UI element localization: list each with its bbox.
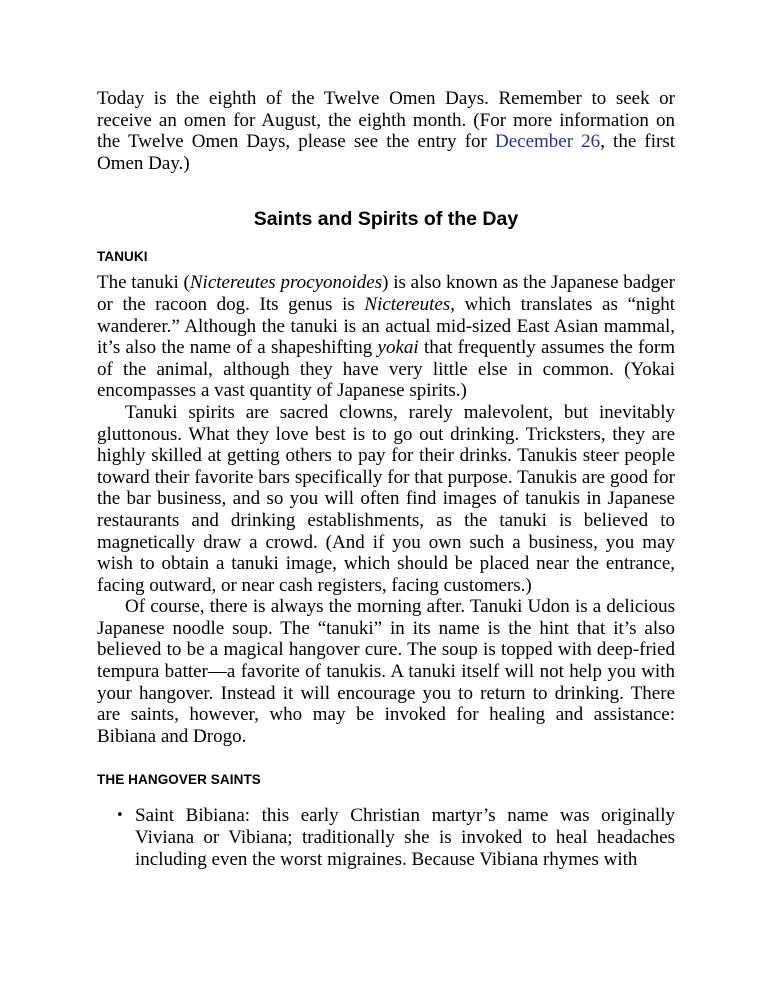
yokai-italic: yokai (377, 337, 419, 359)
genus-name-italic: Nictereutes (364, 293, 451, 315)
tanuki-p1-text-d: that frequently assumes the form of the animal, although they have very little else in common. (Yokai encompasses a vast quantity of Japanese spirits.) (97, 337, 675, 402)
list-item-text: Saint Bibiana: this early Christian martyr’s name was originally Viviana or Vibiana; traditionally she is invoked to heal headaches including even the worst migraines. Because Vibiana rhymes with (135, 805, 675, 870)
hangover-saints-list (97, 805, 675, 870)
tanuki-p1-text-c: , which translates as “night wanderer.” Although the tanuki is an actual mid-sized East Asian mammal, it’s also the name of a shapeshifting (97, 293, 675, 359)
bullet-icon: • (116, 808, 124, 824)
tanuki-paragraph-1 (97, 272, 675, 402)
december-26-link[interactable]: December 26 (495, 131, 601, 153)
species-name-italic: Nictereutes procyonoides (189, 272, 383, 294)
intro-text-after-link: , the first Omen Day.) (97, 131, 676, 174)
hangover-saints-heading: THE HANGOVER SAINTS (97, 772, 261, 788)
tanuki-paragraph-3: Of course, there is always the morning after. Tanuki Udon is a delicious Japanese noodle soup. The “tanuki” in its name is the hint that it’s also believed to be a magical hangover cure. The soup is topped with deep-fried tempura batter—a favorite of tanukis. A tanuki itself will not help you with your hangover. Instead it will encourage you to return to drinking. There are saints, however, who may be invoked for healing and assistance: Bibiana and Drogo. (97, 596, 675, 747)
section-title: Saints and Spirits of the Day (253, 208, 519, 231)
tanuki-p1-text-b: ) is also known as the Japanese badger or the racoon dog. Its genus is (97, 272, 675, 315)
intro-text-before-link: Today is the eighth of the Twelve Omen Days. Remember to seek or receive an omen for August, the eighth month. (For more information on the Twelve Omen Days, please see the entry for (97, 88, 675, 153)
tanuki-paragraph-2: Tanuki spirits are sacred clowns, rarely malevolent, but inevitably gluttonous. What they love best is to go out drinking. Tricksters, they are highly skilled at getting others to pay for their drinks. Tanukis steer people toward their favorite bars specifically for that purpose. Tanukis are good for the bar business, and so you will often find images of tanukis in Japanese restaurants and drinking establishments, as the tanuki is believed to magnetically draw a crowd. (And if you own such a business, you may wish to obtain a tanuki image, which should be placed near the entrance, facing outward, or near cash registers, facing customers.) (97, 401, 675, 596)
list-item (97, 805, 675, 870)
tanuki-p1-text-a: The tanuki ( (97, 272, 190, 294)
document-page (97, 88, 675, 870)
tanuki-heading: TANUKI (97, 249, 148, 265)
intro-paragraph (97, 88, 675, 174)
